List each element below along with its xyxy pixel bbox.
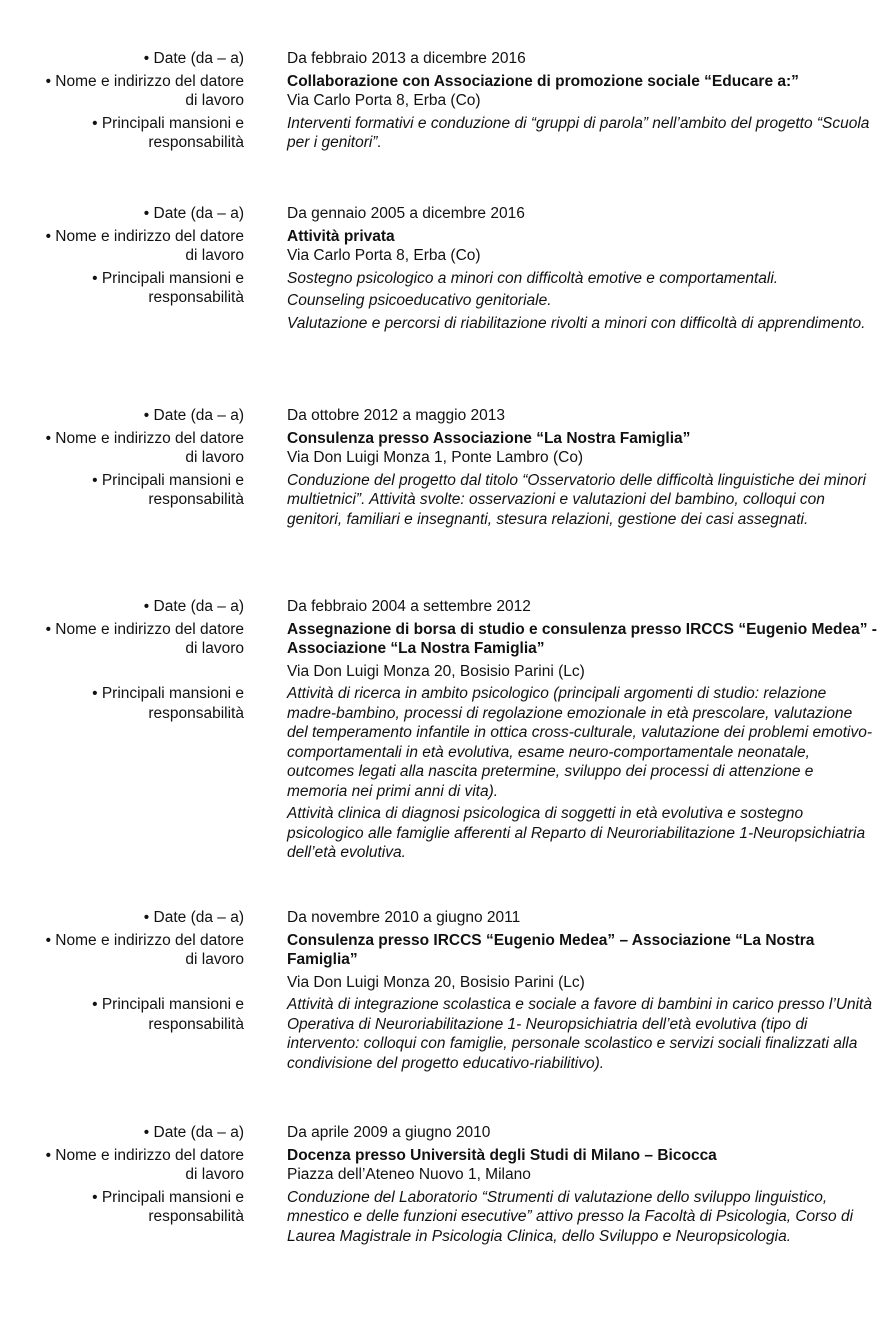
employer-name: Collaborazione con Associazione di promozione sociale “Educare a:” xyxy=(287,72,799,90)
duty-paragraph: Attività di ricerca in ambito psicologico (principali argomenti di studio: relazione madre-bambino, processi di regolazione emozionale in età prescolare, valutazione del temperamento infantile in ottica cross-culturale, valutazione dei problemi emotivo-comportamentali in età evolutiva, esame neuro-comportamentale neonatale, outcomes legati alla nascita pretermine, sviluppo dei processi di attenzione e memoria nei primi anni di vita). xyxy=(287,685,872,800)
duties-label: • Principali mansioni e responsabilità xyxy=(92,269,244,306)
experience-entry xyxy=(0,204,888,333)
dates-value: Da febbraio 2004 a settembre 2012 xyxy=(287,598,531,615)
employer-address: Via Carlo Porta 8, Erba (Co) xyxy=(287,247,481,264)
duty-paragraph: Conduzione del progetto dal titolo “Osservatorio delle difficoltà linguistiche dei minori multietnici”. Attività svolte: osservazioni e valutazioni del bambino, colloqui con genitori, familiari e insegnanti, stesura relazioni, gestione dei casi assegnati. xyxy=(287,471,866,528)
dates-value: Da novembre 2010 a giugno 2011 xyxy=(287,909,521,926)
employer-address: Via Don Luigi Monza 1, Ponte Lambro (Co) xyxy=(287,449,584,466)
duties-value xyxy=(287,269,877,334)
duties-label: • Principali mansioni e responsabilità xyxy=(92,996,244,1033)
duty-paragraph: Sostegno psicologico a minori con difficoltà emotive e comportamentali. xyxy=(287,269,779,287)
employer-name: Docenza presso Università degli Studi di Milano – Bicocca xyxy=(287,1146,717,1164)
employer-label: • Nome e indirizzo del datore di lavoro xyxy=(45,931,244,968)
experience-entry xyxy=(0,1123,888,1246)
employer-value xyxy=(287,72,877,111)
employer-name: Attività privata xyxy=(287,227,395,245)
employer-address: Via Don Luigi Monza 20, Bosisio Parini (Lc) xyxy=(287,973,585,991)
employer-name: Consulenza presso IRCCS “Eugenio Medea” – Associazione “La Nostra Famiglia” xyxy=(287,931,815,968)
employer-address: Via Don Luigi Monza 20, Bosisio Parini (Lc) xyxy=(287,662,585,680)
employer-label: • Nome e indirizzo del datore di lavoro xyxy=(45,620,244,657)
duties-value xyxy=(287,114,877,153)
duty-paragraph: Attività di integrazione scolastica e sociale a favore di bambini in carico presso l’Unità Operativa di Neuroriabilitazione 1- Neuropsichiatria dell’età evolutiva (tipo di intervento: colloqui con famiglie, personale scolastico e servizi sociali finalizzati alla condivisione del progetto educativo-riabilitivo). xyxy=(287,996,872,1072)
duty-paragraph: Valutazione e percorsi di riabilitazione rivolti a minori con difficoltà di apprendimento. xyxy=(287,314,866,332)
dates-label: • Date (da – a) xyxy=(143,909,244,926)
duties-label: • Principali mansioni e responsabilità xyxy=(92,471,244,508)
employer-value xyxy=(287,620,877,682)
dates-label: • Date (da – a) xyxy=(143,205,244,222)
duties-label: • Principali mansioni e responsabilità xyxy=(92,1188,244,1225)
experience-entry xyxy=(0,908,888,1073)
employer-label: • Nome e indirizzo del datore di lavoro xyxy=(45,429,244,466)
employer-name: Assegnazione di borsa di studio e consulenza presso IRCCS “Eugenio Medea” - Associazione “La Nostra Famiglia” xyxy=(287,620,877,657)
dates-value: Da ottobre 2012 a maggio 2013 xyxy=(287,407,506,424)
employer-address: Via Carlo Porta 8, Erba (Co) xyxy=(287,92,481,109)
duty-paragraph: Interventi formativi e conduzione di “gruppi di parola” nell’ambito del progetto “Scuola per i genitori”. xyxy=(287,114,870,151)
employer-name: Consulenza presso Associazione “La Nostra Famiglia” xyxy=(287,429,691,447)
employer-value xyxy=(287,429,877,468)
employer-label: • Nome e indirizzo del datore di lavoro xyxy=(45,1146,244,1183)
employer-value xyxy=(287,931,877,993)
employer-value xyxy=(287,1146,877,1185)
dates-label: • Date (da – a) xyxy=(143,1124,244,1141)
employer-label: • Nome e indirizzo del datore di lavoro xyxy=(45,72,244,109)
duty-paragraph: Attività clinica di diagnosi psicologica di soggetti in età evolutiva e sostegno psicologico alle famiglie afferenti al Reparto di Neuroriabilitazione 1-Neuropsichiatria dell’età evolutiva. xyxy=(287,805,866,861)
dates-value: Da gennaio 2005 a dicembre 2016 xyxy=(287,205,525,222)
employer-value xyxy=(287,227,877,266)
experience-entry xyxy=(0,49,888,153)
duties-label: • Principali mansioni e responsabilità xyxy=(92,114,244,151)
experience-entry xyxy=(0,406,888,529)
duties-value xyxy=(287,684,877,863)
dates-value: Da aprile 2009 a giugno 2010 xyxy=(287,1124,491,1141)
dates-value: Da febbraio 2013 a dicembre 2016 xyxy=(287,50,526,67)
experience-entry xyxy=(0,597,888,863)
dates-label: • Date (da – a) xyxy=(143,598,244,615)
duties-value xyxy=(287,1188,877,1247)
duties-value xyxy=(287,995,877,1073)
dates-label: • Date (da – a) xyxy=(143,407,244,424)
employer-label: • Nome e indirizzo del datore di lavoro xyxy=(45,227,244,264)
duties-value xyxy=(287,471,877,530)
duty-paragraph: Conduzione del Laboratorio “Strumenti di valutazione dello sviluppo linguistico, mnestico e delle funzioni esecutive” attivo presso la Facoltà di Psicologia, Corso di Laurea Magistrale in Psicologia Clinica, dello Sviluppo e Neuropsicologia. xyxy=(287,1188,854,1245)
employer-address: Piazza dell’Ateneo Nuovo 1, Milano xyxy=(287,1166,531,1183)
dates-label: • Date (da – a) xyxy=(143,50,244,67)
duty-paragraph: Counseling psicoeducativo genitoriale. xyxy=(287,292,552,309)
duties-label: • Principali mansioni e responsabilità xyxy=(92,685,244,722)
